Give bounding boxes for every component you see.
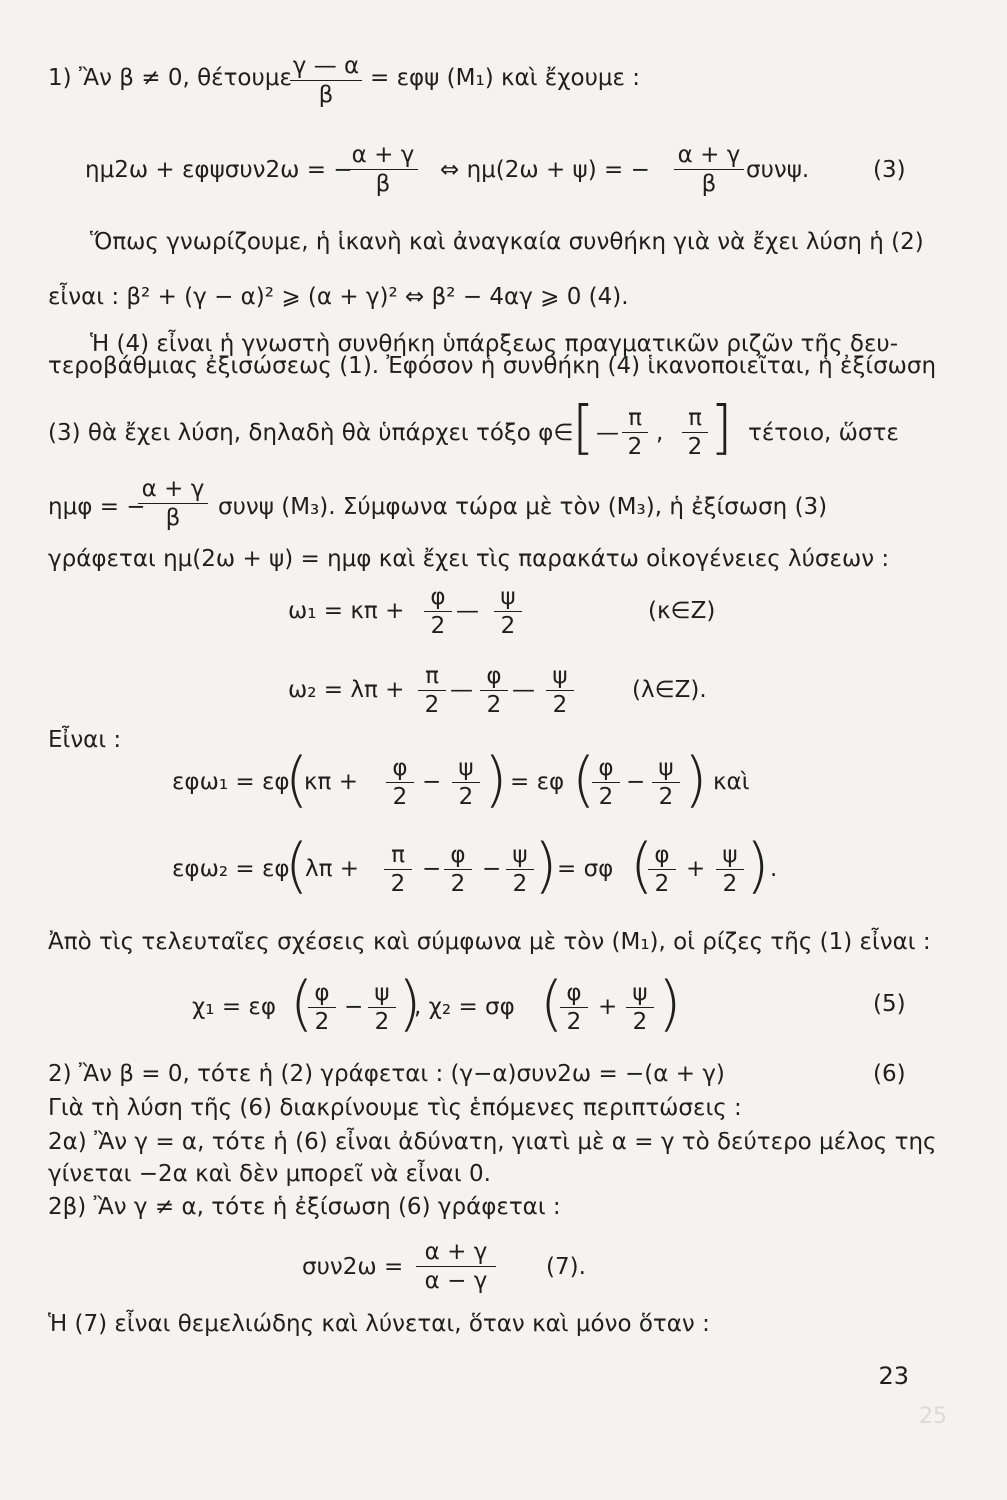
numerator: π <box>622 404 648 433</box>
fraction <box>560 979 588 1036</box>
paragraph-line: ημφ = − <box>48 494 146 520</box>
numerator: ψ <box>652 754 680 783</box>
numerator: α + γ <box>138 475 208 504</box>
minus-sign: − <box>422 856 442 882</box>
plus-sign: + <box>598 994 618 1020</box>
fraction <box>290 52 362 109</box>
fraction <box>138 475 208 532</box>
line-1-suffix: = εφψ (M₁) καὶ ἔχουμε : <box>370 65 641 91</box>
fraction <box>652 754 680 811</box>
fraction <box>384 841 412 898</box>
numerator: π <box>418 662 446 691</box>
minus-sign: − <box>482 856 502 882</box>
numerator: φ <box>424 583 452 612</box>
right-bracket: ] <box>710 393 733 461</box>
denominator: 2 <box>374 1009 390 1035</box>
fraction <box>444 841 472 898</box>
fraction <box>682 404 708 461</box>
fraction <box>308 979 336 1036</box>
fraction <box>424 583 452 640</box>
omega-2-lhs: ω₂ = λπ + <box>288 677 405 703</box>
equation-3-part-b: ⇔ ημ(2ω + ψ) = − <box>440 157 650 183</box>
numerator: α + γ <box>674 141 744 170</box>
comma: , <box>656 420 664 446</box>
denominator: 2 <box>430 613 446 639</box>
denominator: 2 <box>722 871 738 897</box>
minus-sign: — <box>456 598 479 624</box>
right-paren: ) <box>484 745 508 815</box>
fraction <box>386 754 414 811</box>
conjunction: καὶ <box>713 769 750 795</box>
fraction <box>592 754 620 811</box>
fraction <box>418 662 446 719</box>
left-paren: ( <box>290 969 314 1039</box>
left-paren: ( <box>630 831 654 901</box>
root-x2: , χ₂ = σφ <box>414 994 515 1020</box>
equation-3-part-c: συνψ. <box>746 157 810 183</box>
condition: (κ∈Z) <box>648 598 716 624</box>
equation-7-lhs: συν2ω = <box>302 1254 404 1280</box>
bleed-through-page-number: 25 <box>919 1404 947 1429</box>
omega-1-lhs: ω₁ = κπ + <box>288 598 405 624</box>
paragraph-line: (3) θὰ ἔχει λύση, δηλαδὴ θὰ ὑπάρχει τόξο φ∈ <box>48 420 574 446</box>
denominator: 2 <box>314 1009 330 1035</box>
tan-omega-1: εφω₁ = εφ <box>172 769 290 795</box>
term: λπ + <box>305 856 360 882</box>
right-paren: ) <box>534 831 558 901</box>
denominator: 2 <box>512 871 528 897</box>
paragraph-line: γίνεται −2α καὶ δὲν μπορεῖ νὰ εἶναι 0. <box>48 1161 491 1187</box>
term: = εφ <box>510 769 565 795</box>
denominator: β <box>701 171 717 197</box>
tan-omega-2: εφω₂ = εφ <box>172 856 290 882</box>
denominator: 2 <box>486 692 502 718</box>
numerator: φ <box>592 754 620 783</box>
fraction <box>416 1238 496 1295</box>
paragraph-line: Ἡ (4) εἶναι ἡ γνωστὴ συνθήκη ὑπάρξεως πραγματικῶν ριζῶν τῆς δευ- <box>90 331 898 357</box>
minus-sign: − <box>344 994 364 1020</box>
condition: (λ∈Z). <box>632 677 707 703</box>
denominator: 2 <box>687 434 703 460</box>
term: = σφ <box>557 856 614 882</box>
denominator: 2 <box>450 871 466 897</box>
einai-label: Εἶναι : <box>48 727 122 753</box>
paragraph-line: εἶναι : β² + (γ − α)² ⩾ (α + γ)² ⇔ β² − 4αγ ⩾ 0 (4). <box>48 284 629 310</box>
denominator: 2 <box>654 871 670 897</box>
fraction <box>716 841 744 898</box>
numerator: α + γ <box>416 1238 496 1267</box>
fraction <box>348 141 418 198</box>
left-paren: ( <box>285 831 309 901</box>
period: . <box>770 856 778 882</box>
fraction <box>368 979 396 1036</box>
fraction <box>494 583 522 640</box>
minus-sign: − <box>422 769 442 795</box>
paragraph-line: γράφεται ημ(2ω + ψ) = ημφ καὶ ἔχει τὶς παρακάτω οἰκογένειες λύσεων : <box>48 546 890 572</box>
term: κπ + <box>304 769 358 795</box>
paragraph-line: τεροβάθμιας ἐξισώσεως (1). Ἐφόσον ἡ συνθήκη (4) ἱκανοποιεῖται, ἡ ἐξίσωση <box>48 353 937 379</box>
paragraph-line: 2) Ἂν β = 0, τότε ἡ (2) γράφεται : (γ−α)συν2ω = −(α + γ) <box>48 1061 725 1087</box>
numerator: α + γ <box>348 141 418 170</box>
minus-sign: — <box>596 420 619 446</box>
fraction <box>546 662 574 719</box>
denominator: 2 <box>658 784 674 810</box>
root-x1: χ₁ = εφ <box>192 994 277 1020</box>
minus-sign: — <box>512 677 535 703</box>
numerator: ψ <box>368 979 396 1008</box>
paragraph-line: Γιὰ τὴ λύση τῆς (6) διακρίνουμε τὶς ἑπόμενες περιπτώσεις : <box>48 1095 742 1121</box>
paragraph-line: Ἀπὸ τὶς τελευταῖες σχέσεις καὶ σύμφωνα μὲ τὸν (M₁), οἱ ρίζες τῆς (1) εἶναι : <box>48 929 931 955</box>
numerator: φ <box>648 841 676 870</box>
paragraph-line: συνψ (M₃). Σύμφωνα τώρα μὲ τὸν (M₃), ἡ ἐξίσωση (3) <box>218 494 828 520</box>
denominator: 2 <box>392 784 408 810</box>
paragraph-line: 2β) Ἂν γ ≠ α, τότε ἡ ἐξίσωση (6) γράφεται : <box>48 1194 561 1220</box>
fraction <box>622 404 648 461</box>
left-paren: ( <box>540 969 564 1039</box>
equation-number: (3) <box>873 157 906 183</box>
numerator: ψ <box>716 841 744 870</box>
paragraph-line: Ὅπως γνωρίζουμε, ἡ ἱκανὴ καὶ ἀναγκαία συνθήκη γιὰ νὰ ἔχει λύση ἡ (2) <box>90 229 924 255</box>
left-paren: ( <box>572 745 596 815</box>
left-bracket: [ <box>572 393 595 461</box>
numerator: φ <box>386 754 414 783</box>
fraction <box>452 754 480 811</box>
denominator: β <box>165 505 181 531</box>
right-paren: ) <box>658 969 682 1039</box>
fraction <box>480 662 508 719</box>
denominator: 2 <box>500 613 516 639</box>
left-paren: ( <box>285 745 309 815</box>
minus-sign: — <box>450 677 473 703</box>
page-number: 23 <box>878 1362 909 1390</box>
equation-number: (7). <box>546 1254 586 1280</box>
denominator: β <box>318 82 334 108</box>
numerator: φ <box>308 979 336 1008</box>
numerator: π <box>682 404 708 433</box>
right-paren: ) <box>684 745 708 815</box>
denominator: 2 <box>632 1009 648 1035</box>
denominator: β <box>375 171 391 197</box>
numerator: φ <box>444 841 472 870</box>
fraction <box>626 979 654 1036</box>
numerator: ψ <box>546 662 574 691</box>
minus-sign: − <box>626 769 646 795</box>
numerator: ψ <box>506 841 534 870</box>
plus-sign: + <box>686 856 706 882</box>
denominator: 2 <box>552 692 568 718</box>
denominator: 2 <box>424 692 440 718</box>
denominator: 2 <box>458 784 474 810</box>
right-paren: ) <box>398 969 422 1039</box>
equation-3-part-a: ημ2ω + εφψσυν2ω = − <box>85 157 353 183</box>
denominator: 2 <box>390 871 406 897</box>
line-1-text: 1) Ἂν β ≠ 0, θέτουμε <box>48 65 292 91</box>
fraction <box>674 141 744 198</box>
denominator: 2 <box>598 784 614 810</box>
right-paren: ) <box>746 831 770 901</box>
numerator: γ — α <box>290 52 362 81</box>
numerator: ψ <box>626 979 654 1008</box>
denominator: 2 <box>566 1009 582 1035</box>
equation-number: (5) <box>873 991 906 1017</box>
numerator: φ <box>480 662 508 691</box>
fraction <box>648 841 676 898</box>
numerator: ψ <box>494 583 522 612</box>
paragraph-line: Ἡ (7) εἶναι θεμελιώδης καὶ λύνεται, ὅταν καὶ μόνο ὅταν : <box>48 1311 710 1337</box>
denominator: α − γ <box>424 1268 488 1294</box>
numerator: π <box>384 841 412 870</box>
numerator: φ <box>560 979 588 1008</box>
numerator: ψ <box>452 754 480 783</box>
paragraph-line: τέτοιο, ὥστε <box>748 420 899 446</box>
paragraph-line: 2α) Ἂν γ = α, τότε ἡ (6) εἶναι ἀδύνατη, γιατὶ μὲ α = γ τὸ δεύτερο μέλος της <box>48 1129 937 1155</box>
denominator: 2 <box>627 434 643 460</box>
equation-number: (6) <box>873 1061 906 1087</box>
fraction <box>506 841 534 898</box>
